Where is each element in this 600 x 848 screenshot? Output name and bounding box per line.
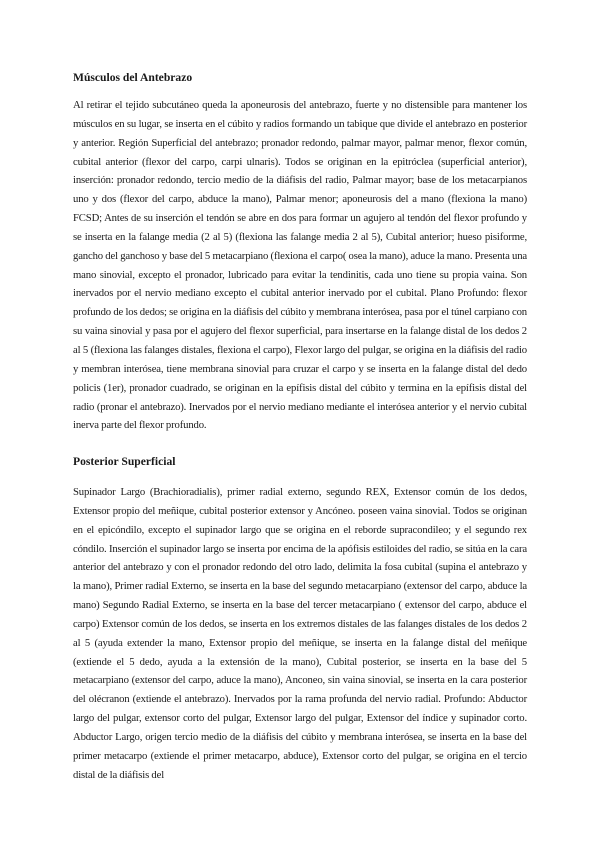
section-heading-posterior-superficial: Posterior Superficial — [73, 455, 176, 468]
section-paragraph-muscles-forearm: Al retirar el tejido subcutáneo queda la aponeurosis del antebrazo, fuerte y no distensible para mantener los músculos en su lugar, se inserta en el cúbito y radios formando un tabique que divide el antebrazo en posterior y anterior. Región Superficial del antebrazo; pronador redondo, palmar mayor, palmar menor, flexor común, cubital anterior (flexor del carpo, carpi ulnaris). Todos se originan en la epitróclea (superficial anterior), inserción: pronador redondo, tercio medio de la diáfisis del radio, Palmar mayor; base de los metacarpianos uno y dos (flexor del carpo, abduce la mano), Palmar menor; aponeurosis del a mano (flexiona la mano) FCSD; Antes de su inserción el tendón se abre en dos para formar un agujero al tendón del flexor profundo y se inserta en la falange media (2 al 5) (flexiona las falange media 2 al 5), Cubital anterior; hueso pisiforme, gancho del ganchoso y base del 5 metacarpiano (flexiona el carpo( osea la mano), aduce la mano. Presenta una mano sinovial, excepto el pronador, lubricado para evitar la tendinitis, cada uno tiene su propia vaina. Son inervados por el nervio mediano excepto el cubital anterior inervado por el cubital. Plano Profundo: flexor profundo de los dedos; se origina en la diáfisis del cúbito y membrana interósea, pasa por el túnel carpiano con su vaina sinovial y pasa por el agujero del flexor superficial, para insertarse en la falange distal de los dedos 2 al 5 (flexiona las falanges distales, flexiona el carpo), Flexor largo del pulgar, se origina en la diáfisis del radio y membran interósea, tiene membrana sinovial para cruzar el carpo y se inserta en la falange distal del dedo policis (1er), pronador cuadrado, se originan en la epífisis distal del cúbito y termina en la epífisis distal del radio (pronar el antebrazo). Inervados por el nervio mediano mediante el interósea anterior y el nervio cubital inerva parte del flexor profundo. — [73, 99, 527, 432]
section-heading-muscles-forearm: Músculos del Antebrazo — [73, 71, 193, 84]
section-paragraph-posterior-superficial: Supinador Largo (Brachioradialis), primer radial externo, segundo REX, Extensor común de los dedos, Extensor propio del meñique, cubital posterior extensor y Ancóneo. poseen vaina sinovial. Todos se originan en el epicóndilo, excepto el supinador largo que se origina en el reborde supracondileo; y el segundo rex cóndilo. Inserción el supinador largo se inserta por encima de la apófisis estiloides del radio, se sitúa en la cara anterior del antebrazo y con el pronador redondo del otro lado, delimita la fosa cubital (supina el antebrazo y la mano), Primer radial Externo, se inserta en la base del segundo metacarpiano (extensor del carpo, abduce la mano) Segundo Radial Externo, se inserta en la base del tercer metacarpiano ( extensor del carpo, abduce el carpo) Extensor común de los dedos, se inserta en los extremos distales de las falanges distales de los dedos 2 al 5 (ayuda extender la mano, Extensor propio del meñique, se inserta en la falange distal del meñique (extiende el 5 dedo, ayuda a la extensión de la mano), Cubital posterior, se inserta en la base del 5 metacarpiano (extensor del carpo, aduce la mano), Anconeo, sin vaina sinovial, se inserta en la cara posterior del olécranon (extiende el antebrazo). Inervados por la rama profunda del nervio radial. Profundo: Abductor largo del pulgar, extensor corto del pulgar, Extensor largo del pulgar, Extensor del índice y supinador corto. Abductor Largo, origen tercio medio de la diáfisis del cúbito y membrana interósea, se inserta en la base del primer metacarpo (extiende el primer metacarpo, abduce), Extensor corto del pulgar, se origina en el tercio distal de la diáfisis del — [73, 486, 527, 781]
